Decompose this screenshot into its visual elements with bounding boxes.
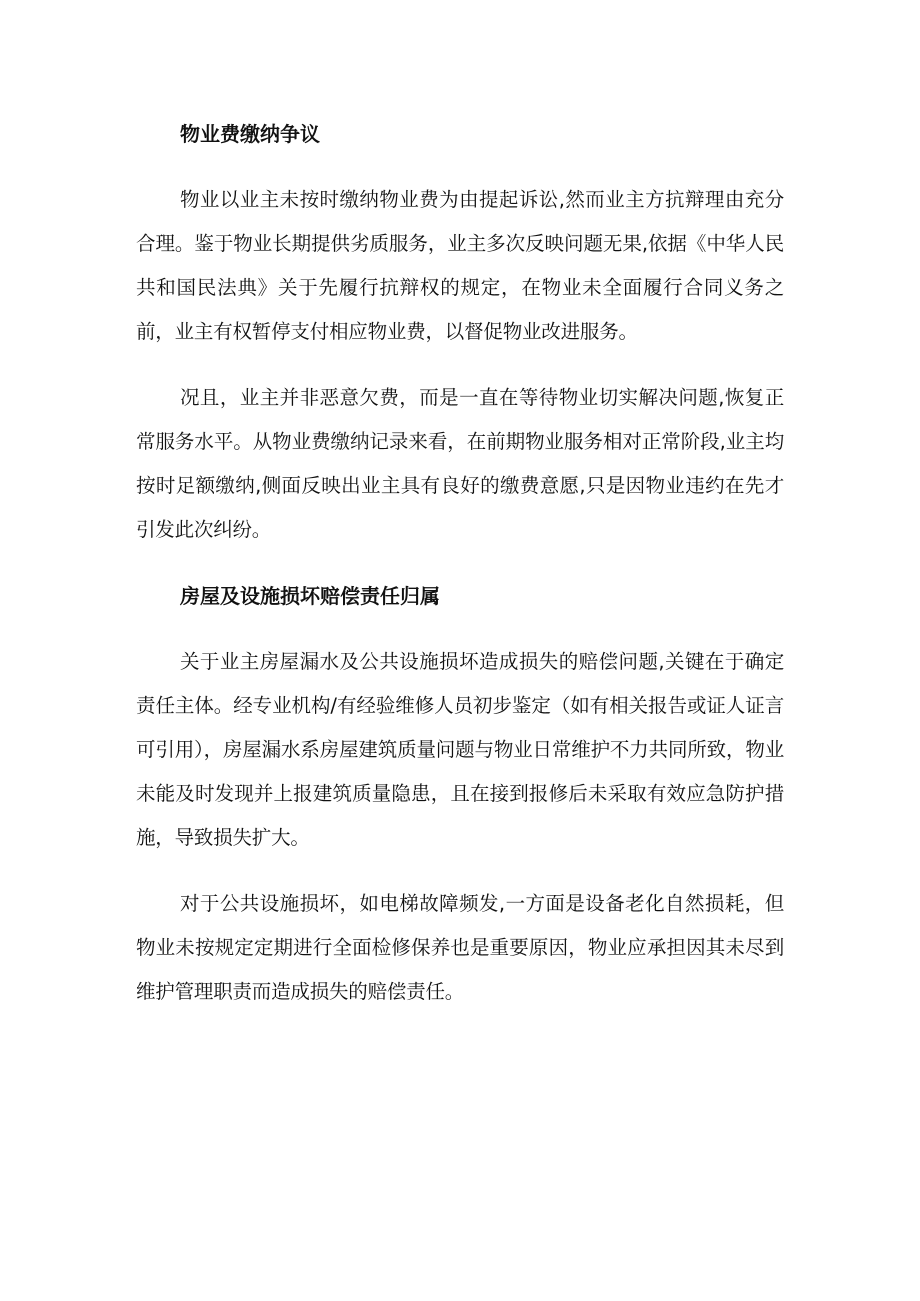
section-heading-damage-liability: 房屋及设施损坏赔偿责任归属 (180, 584, 440, 608)
document-body (136, 112, 784, 1036)
paragraph-property-fee-2: 况且，业主并非恶意欠费，而是一直在等待物业切实解决问题,恢复正常服务水平。从物业费缴纳记录来看，在前期物业服务相对正常阶段,业主均按时足额缴纳,侧面反映出业主具有良好的缴费意愿,只是因物业违约在先才引发此次纠纷。 (136, 386, 784, 541)
section-heading-property-fee: 物业费缴纳争议 (180, 122, 320, 146)
paragraph-property-fee-1: 物业以业主未按时缴纳物业费为由提起诉讼,然而业主方抗辩理由充分合理。鉴于物业长期提供劣质服务，业主多次反映问题无果,依据《中华人民共和国民法典》关于先履行抗辩权的规定，在物业未全面履行合同义务之前，业主有权暂停支付相应物业费，以督促物业改进服务。 (136, 188, 784, 343)
paragraph-damage-liability-2: 对于公共设施损坏，如电梯故障频发,一方面是设备老化自然损耗，但物业未按规定定期进行全面检修保养也是重要原因，物业应承担因其未尽到维护管理职责而造成损失的赔偿责任。 (136, 892, 784, 1003)
paragraph-damage-liability-1: 关于业主房屋漏水及公共设施损坏造成损失的赔偿问题,关键在于确定责任主体。经专业机构/有经验维修人员初步鉴定（如有相关报告或证人证言可引用），房屋漏水系房屋建筑质量问题与物业日常维护不力共同所致，物业未能及时发现并上报建筑质量隐患，且在接到报修后未采取有效应急防护措施，导致损失扩大。 (136, 650, 784, 849)
